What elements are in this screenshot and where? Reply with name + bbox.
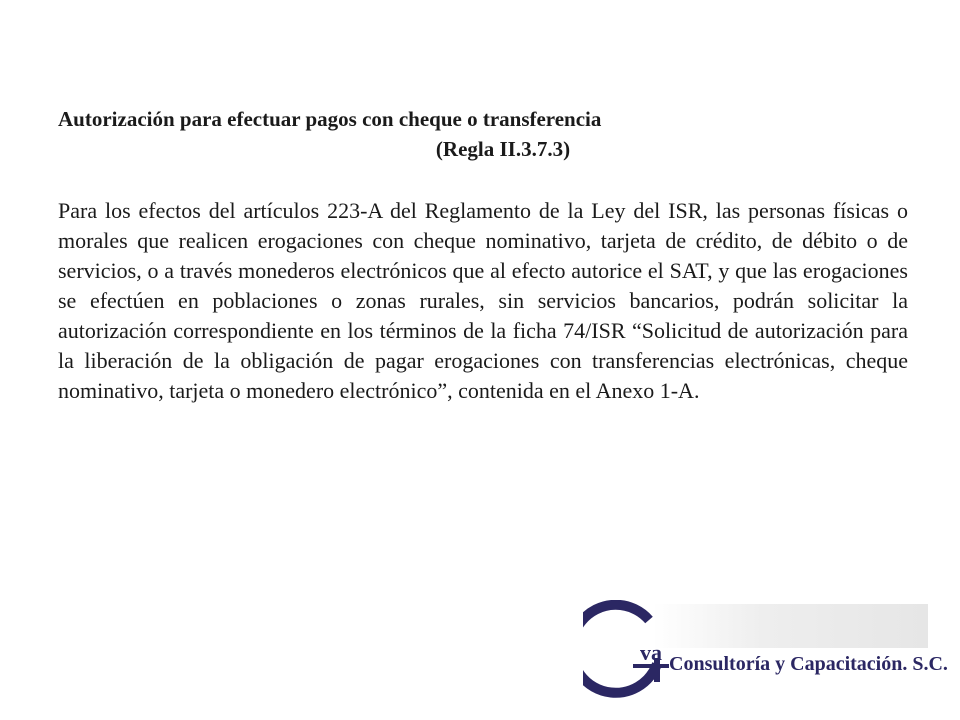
- body-paragraph: Para los efectos del artículos 223-A del Reglamento de la Ley del ISR, las personas físicas o morales que realicen erogaciones con cheque nominativo, tarjeta de crédito, de débito o de servicios, o a través monederos electrónicos que al efecto autorice el SAT, y que las erogaciones se efectúen en poblaciones o zonas rurales, sin servicios bancarios, podrán solicitar la autorización correspondiente en los términos de la ficha 74/ISR “Solicitud de autorización para la liberación de la obligación de pagar erogaciones con transferencias electrónicas, cheque nominativo, tarjeta o monedero electrónico”, contenida en el Anexo 1-A.: [58, 198, 908, 403]
- company-logo: [583, 600, 948, 710]
- slide-heading: [58, 104, 908, 164]
- slide-title: Autorización para efectuar pagos con cheque o transferencia: [58, 107, 602, 131]
- logo-tagline: Consultoría y Capacitación. S.C.: [669, 653, 948, 675]
- logo-monogram-text: va: [640, 640, 662, 665]
- slide-subtitle: (Regla II.3.7.3): [435, 137, 571, 161]
